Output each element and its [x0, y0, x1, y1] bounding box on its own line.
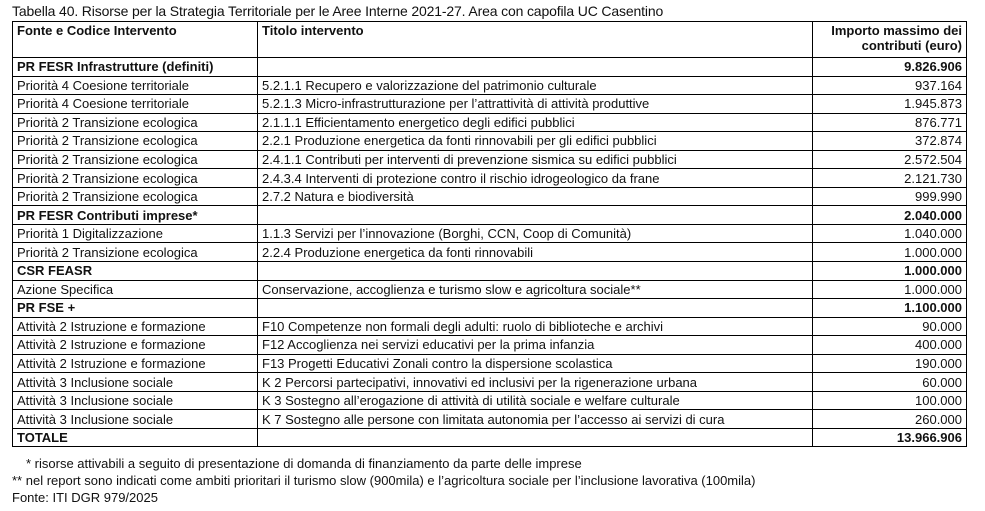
cell-fonte: Priorità 2 Transizione ecologica	[13, 169, 258, 188]
cell-titolo: K 2 Percorsi partecipativi, innovativi ed inclusivi per la rigenerazione urbana	[258, 373, 813, 392]
cell-titolo: 2.7.2 Natura e biodiversità	[258, 187, 813, 206]
header-importo-line1: Importo massimo dei	[831, 23, 962, 38]
footnote-asterisk: * risorse attivabili a seguito di presentazione di domanda di finanziamento da parte delle imprese	[26, 456, 582, 471]
cell-fonte: Attività 3 Inclusione sociale	[13, 391, 258, 410]
cell-fonte: Attività 2 Istruzione e formazione	[13, 317, 258, 336]
source-note: Fonte: ITI DGR 979/2025	[12, 490, 158, 505]
cell-fonte: Priorità 2 Transizione ecologica	[13, 113, 258, 132]
cell-importo: 999.990	[813, 187, 967, 206]
cell-titolo: 2.1.1.1 Efficientamento energetico degli edifici pubblici	[258, 113, 813, 132]
cell-importo: 400.000	[813, 336, 967, 355]
cell-titolo	[258, 262, 813, 281]
section-row	[13, 206, 967, 225]
cell-importo: 1.040.000	[813, 224, 967, 243]
table-row	[13, 373, 967, 392]
table-row	[13, 224, 967, 243]
table-row	[13, 243, 967, 262]
cell-titolo: 5.2.1.3 Micro-infrastrutturazione per l’attrattività di attività produttive	[258, 95, 813, 114]
cell-fonte: Priorità 2 Transizione ecologica	[13, 132, 258, 151]
cell-fonte: Attività 2 Istruzione e formazione	[13, 336, 258, 355]
table-row	[13, 410, 967, 429]
cell-titolo: F10 Competenze non formali degli adulti: ruolo di biblioteche e archivi	[258, 317, 813, 336]
table-row	[13, 187, 967, 206]
cell-importo: 372.874	[813, 132, 967, 151]
cell-titolo: 2.4.3.4 Interventi di protezione contro il rischio idrogeologico da frane	[258, 169, 813, 188]
cell-titolo: 5.2.1.1 Recupero e valorizzazione del patrimonio culturale	[258, 76, 813, 95]
cell-titolo	[258, 58, 813, 77]
cell-fonte: Priorità 2 Transizione ecologica	[13, 243, 258, 262]
cell-importo: 1.000.000	[813, 243, 967, 262]
cell-fonte: Priorità 2 Transizione ecologica	[13, 150, 258, 169]
header-importo	[813, 22, 967, 58]
table-caption: Tabella 40. Risorse per la Strategia Territoriale per le Aree Interne 2021-27. Area con capofila UC Casentino	[12, 3, 664, 19]
table-notes	[12, 455, 755, 506]
cell-importo: 100.000	[813, 391, 967, 410]
cell-titolo: 1.1.3 Servizi per l’innovazione (Borghi, CCN, Coop di Comunità)	[258, 224, 813, 243]
section-row	[13, 58, 967, 77]
table-row	[13, 150, 967, 169]
cell-titolo: 2.4.1.1 Contributi per interventi di prevenzione sismica su edifici pubblici	[258, 150, 813, 169]
cell-titolo	[258, 428, 813, 447]
cell-titolo: 2.2.1 Produzione energetica da fonti rinnovabili per gli edifici pubblici	[258, 132, 813, 151]
cell-importo: 2.040.000	[813, 206, 967, 225]
cell-fonte: Priorità 4 Coesione territoriale	[13, 95, 258, 114]
cell-titolo	[258, 206, 813, 225]
cell-importo: 2.572.504	[813, 150, 967, 169]
cell-importo: 13.966.906	[813, 428, 967, 447]
cell-fonte: Attività 3 Inclusione sociale	[13, 410, 258, 429]
table-row	[13, 113, 967, 132]
cell-fonte: Attività 3 Inclusione sociale	[13, 373, 258, 392]
table-row	[13, 336, 967, 355]
table-row	[13, 169, 967, 188]
cell-fonte: Attività 2 Istruzione e formazione	[13, 354, 258, 373]
table-header-row	[13, 22, 967, 58]
cell-titolo: K 3 Sostegno all’erogazione di attività di utilità sociale e welfare culturale	[258, 391, 813, 410]
cell-fonte: Azione Specifica	[13, 280, 258, 299]
cell-fonte: Priorità 1 Digitalizzazione	[13, 224, 258, 243]
cell-importo: 937.164	[813, 76, 967, 95]
cell-importo: 1.945.873	[813, 95, 967, 114]
table-row	[13, 391, 967, 410]
table-body	[13, 58, 967, 447]
cell-importo: 1.100.000	[813, 299, 967, 318]
cell-fonte: PR FESR Infrastrutture (definiti)	[13, 58, 258, 77]
cell-importo: 1.000.000	[813, 262, 967, 281]
header-titolo: Titolo intervento	[258, 22, 813, 58]
cell-titolo: F13 Progetti Educativi Zonali contro la dispersione scolastica	[258, 354, 813, 373]
cell-fonte: PR FESR Contributi imprese*	[13, 206, 258, 225]
table-row	[13, 354, 967, 373]
cell-fonte: CSR FEASR	[13, 262, 258, 281]
cell-importo: 2.121.730	[813, 169, 967, 188]
table-row	[13, 132, 967, 151]
resources-table	[12, 21, 967, 447]
table-row	[13, 95, 967, 114]
total-row	[13, 428, 967, 447]
section-row	[13, 262, 967, 281]
cell-titolo	[258, 299, 813, 318]
cell-titolo: F12 Accoglienza nei servizi educativi per la prima infanzia	[258, 336, 813, 355]
cell-titolo: K 7 Sostegno alle persone con limitata autonomia per l’accesso ai servizi di cura	[258, 410, 813, 429]
cell-fonte: PR FSE +	[13, 299, 258, 318]
footnote-double-asterisk: ** nel report sono indicati come ambiti prioritari il turismo slow (900mila) e l’agricoltura sociale per l’inclusione lavorativa (100mila)	[12, 473, 756, 488]
cell-fonte: TOTALE	[13, 428, 258, 447]
cell-titolo: 2.2.4 Produzione energetica da fonti rinnovabili	[258, 243, 813, 262]
table-row	[13, 280, 967, 299]
cell-importo: 876.771	[813, 113, 967, 132]
section-row	[13, 299, 967, 318]
table-row	[13, 317, 967, 336]
cell-importo: 9.826.906	[813, 58, 967, 77]
cell-importo: 190.000	[813, 354, 967, 373]
header-fonte: Fonte e Codice Intervento	[13, 22, 258, 58]
cell-importo: 1.000.000	[813, 280, 967, 299]
cell-fonte: Priorità 4 Coesione territoriale	[13, 76, 258, 95]
header-importo-line2: contributi (euro)	[861, 38, 962, 53]
cell-importo: 60.000	[813, 373, 967, 392]
cell-fonte: Priorità 2 Transizione ecologica	[13, 187, 258, 206]
cell-importo: 260.000	[813, 410, 967, 429]
cell-importo: 90.000	[813, 317, 967, 336]
cell-titolo: Conservazione, accoglienza e turismo slow e agricoltura sociale**	[258, 280, 813, 299]
table-row	[13, 76, 967, 95]
